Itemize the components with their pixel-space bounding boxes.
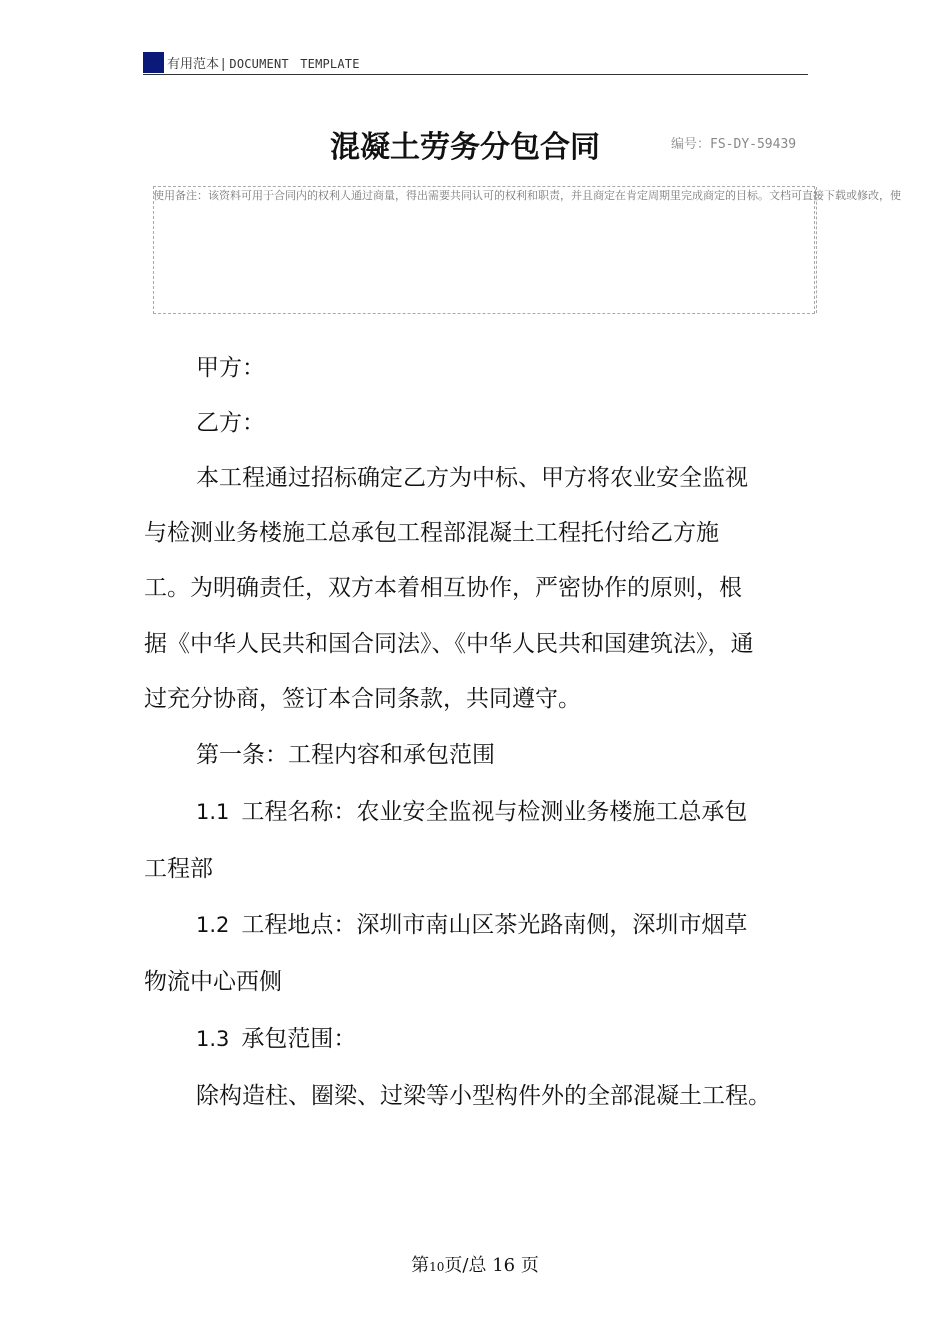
paragraph-line: 与检测业务楼施工总承包工程部混凝土工程托付给乙方施 <box>144 520 719 546</box>
clause-continuation: 工程部 <box>144 856 213 882</box>
clause-number: 1.1 <box>196 800 230 824</box>
paragraph-line: 工。为明确责任，双方本着相互协作，严密协作的原则，根 <box>144 575 742 601</box>
footer-middle: 页/总 <box>444 1255 493 1276</box>
document-number-label: 编号： <box>671 137 711 152</box>
clause-item <box>196 1024 356 1054</box>
clause-number: 1.2 <box>196 913 230 937</box>
header-subtitle: DOCUMENT TEMPLATE <box>229 57 360 71</box>
clause-number: 1.3 <box>196 1027 230 1051</box>
clause-text: 工程名称：农业安全监视与检测业务楼施工总承包 <box>241 799 748 825</box>
header-brand: 有用范本 <box>167 57 220 72</box>
footer-total-pages: 16 <box>492 1255 516 1276</box>
clause-continuation: 物流中心西侧 <box>144 969 282 995</box>
footer-prefix: 第 <box>411 1255 430 1276</box>
usage-note-text: 使用备注：该资料可用于合同内的权利人通过商量，得出需要共同认可的权利和职责，并且商定在肯定周期里完成商定的目标。文档可直接下载或修改，使 <box>153 189 901 202</box>
article-heading: 第一条：工程内容和承包范围 <box>196 742 495 768</box>
clause-continuation: 除构造柱、圈梁、过梁等小型构件外的全部混凝土工程。 <box>196 1083 771 1109</box>
party-b-label: 乙方： <box>196 410 265 436</box>
clause-item <box>196 910 747 940</box>
clause-text: 工程地点：深圳市南山区茶光路南侧，深圳市烟草 <box>241 912 748 938</box>
header-separator: | <box>221 57 226 72</box>
document-number <box>671 137 796 153</box>
party-a-label: 甲方： <box>196 355 265 381</box>
footer-current-page: 10 <box>429 1260 445 1274</box>
brand-logo-square <box>143 52 164 73</box>
document-title: 混凝土劳务分包合同 <box>330 130 600 165</box>
footer-suffix: 页 <box>515 1255 539 1276</box>
clause-text: 承包范围： <box>241 1026 357 1052</box>
document-number-value: FS-DY-59439 <box>710 137 797 152</box>
paragraph-line: 据《中华人民共和国合同法》、《中华人民共和国建筑法》，通 <box>144 631 754 657</box>
page-footer <box>0 1254 950 1279</box>
usage-note-box <box>153 186 815 314</box>
clause-item <box>196 797 747 827</box>
header-text <box>167 56 360 73</box>
paragraph-line: 过充分协商，签订本合同条款，共同遵守。 <box>144 686 581 712</box>
page-header <box>143 52 808 75</box>
paragraph-line: 本工程通过招标确定乙方为中标、甲方将农业安全监视 <box>196 465 748 491</box>
